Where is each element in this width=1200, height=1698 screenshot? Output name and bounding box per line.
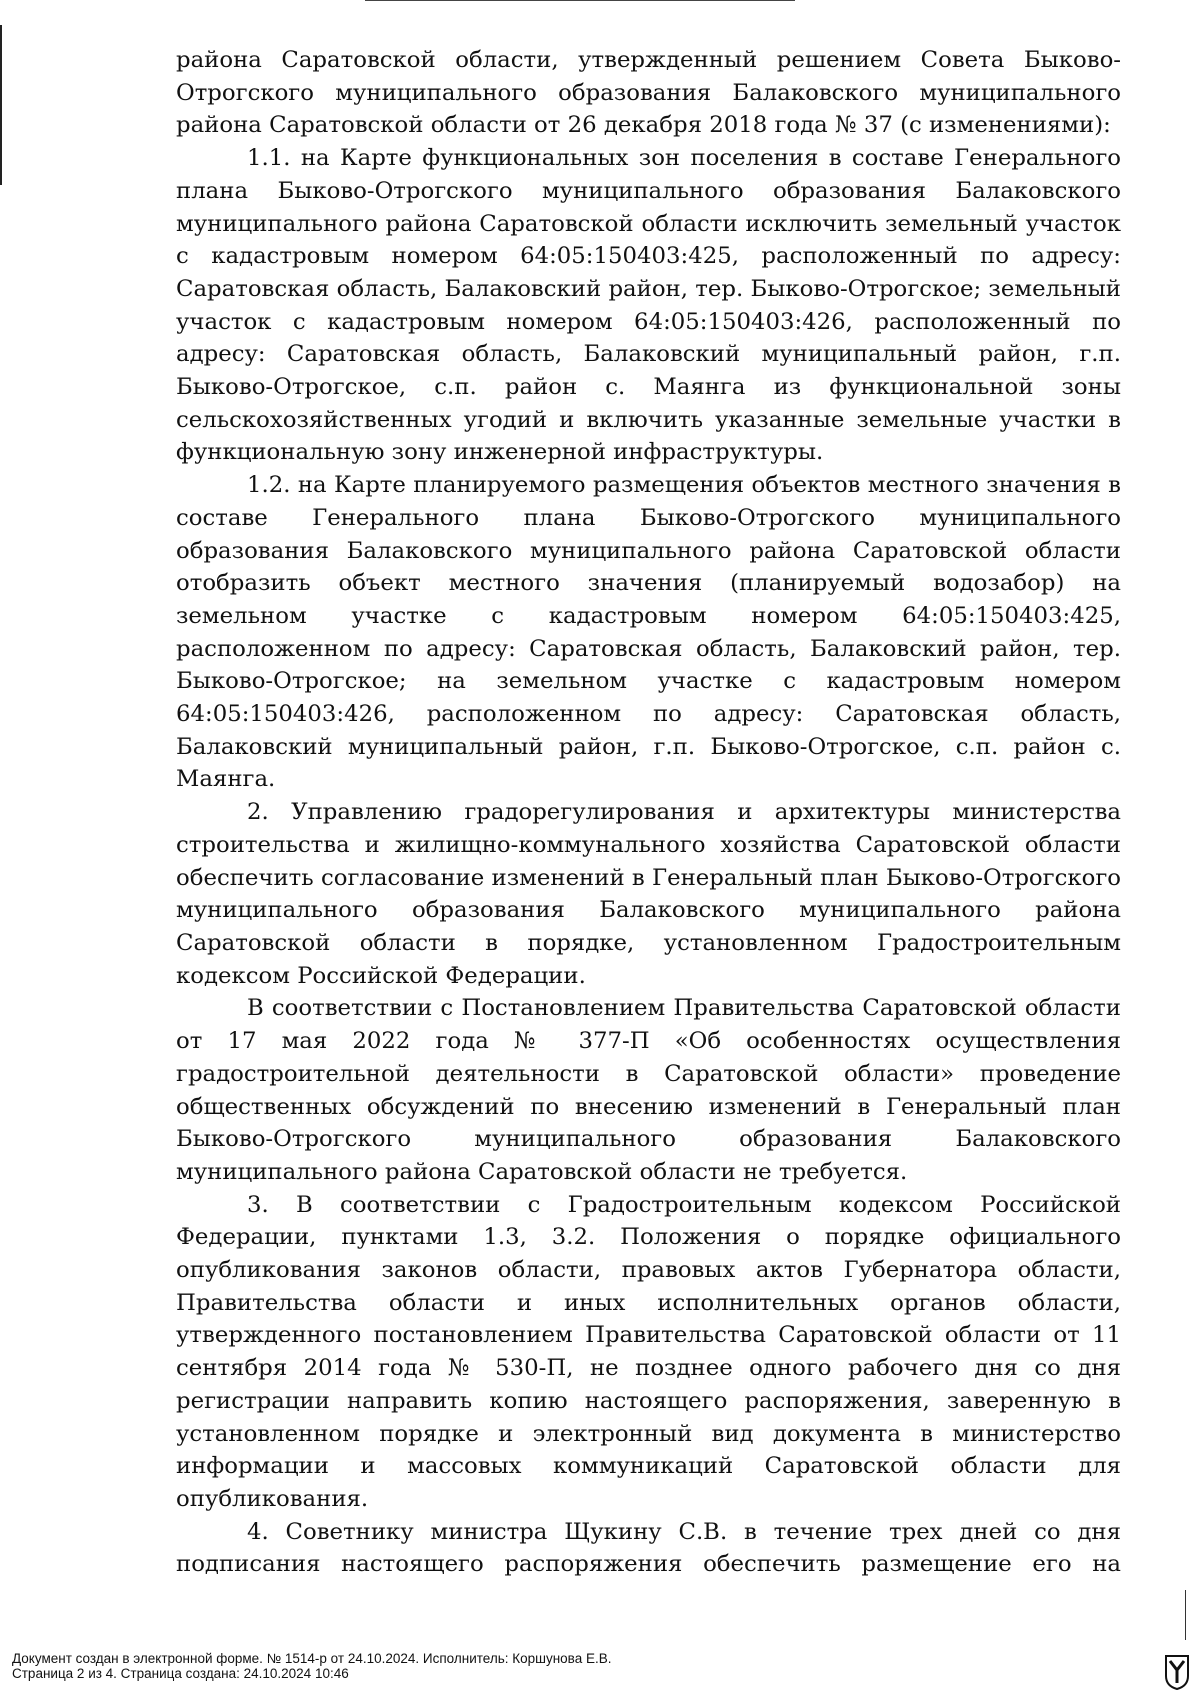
paragraph-1-1: 1.1. на Карте функциональных зон поселения в составе Генерального плана Быково-Отрогского муниципального образования Балаковского муниципального района Саратовской области исключить земельный участок с кадастровым номером 64:05:150403:425, расположенный по адресу: Саратовская область, Балаковский район, тер. Быково-Отрогское; земельный участок с кадастровым номером 64:05:150403:426, расположенный по адресу: Саратовская область, Балаковский муниципальный район, г.п. Быково-Отрогское, с.п. район с. Маянга из функциональной зоны сельскохозяйственных угодий и включить указанные земельные участки в функциональную зону инженерной инфраструктуры.: [176, 145, 1121, 466]
paragraph-postanovlenie: В соответствии с Постановлением Правительства Саратовской области от 17 мая 2022 года № 377-П «Об особенностях осуществления градостроительной деятельности в Саратовской области» проведение общественных обсуждений по внесению изменений в Генеральный план Быково-Отрогского муниципального образования Балаковского муниципального района Саратовской области не требуется.: [176, 995, 1121, 1185]
page-footer: [12, 1651, 611, 1681]
footer-page-info: Страница 2 из 4. Страница создана: 24.10.2024 10:46: [12, 1666, 349, 1681]
paragraph-continuation: района Саратовской области, утвержденный решением Совета Быково-Отрогского муниципального образования Балаковского муниципального района Саратовской области от 26 декабря 2018 года № 37 (с изменениями):: [176, 47, 1121, 139]
paragraph-2: 2. Управлению градорегулирования и архитектуры министерства строительства и жилищно-коммунального хозяйства Саратовской области обеспечить согласование изменений в Генеральный план Быково-Отрогского муниципального образования Балаковского муниципального района Саратовской области в порядке, установленном Градостроительным кодексом Российской Федерации.: [176, 799, 1121, 989]
coat-of-arms-icon: [1164, 1654, 1190, 1690]
paragraph-1-2: 1.2. на Карте планируемого размещения объектов местного значения в составе Генерального плана Быково-Отрогского муниципального образования Балаковского муниципального района Саратовской области отобразить объект местного значения (планируемый водозабор) на земельном участке с кадастровым номером 64:05:150403:425, расположенном по адресу: Саратовская область, Балаковский район, тер. Быково-Отрогское; на земельном участке с кадастровым номером 64:05:150403:426, расположенном по адресу: Саратовская область, Балаковский муниципальный район, г.п. Быково-Отрогское, с.п. район с. Маянга.: [176, 472, 1121, 793]
paragraph-4: 4. Советнику министра Щукину С.В. в течение трех дней со дня подписания настоящего распоряжения обеспечить размещение его на: [176, 1518, 1121, 1578]
paragraph-3: 3. В соответствии с Градостроительным кодексом Российской Федерации, пунктами 1.3, 3.2. Положения о порядке официального опубликования законов области, правовых актов Губернатора области, Правительства области и иных исполнительных органов области, утвержденного постановлением Правительства Саратовской области от 11 сентября 2014 года № 530-П, не позднее одного рабочего дня со дня регистрации направить копию настоящего распоряжения, заверенную в установленном порядке и электронный вид документа в министерство информации и массовых коммуникаций Саратовской области для опубликования.: [176, 1191, 1121, 1512]
document-body: [176, 44, 1121, 1581]
left-scan-mark: [0, 25, 2, 185]
footer-document-info: Документ создан в электронной форме. № 1514-р от 24.10.2024. Исполнитель: Коршунова Е.В.: [12, 1651, 612, 1666]
top-scan-line: [365, 0, 795, 1]
right-scan-mark: [1185, 1590, 1186, 1640]
